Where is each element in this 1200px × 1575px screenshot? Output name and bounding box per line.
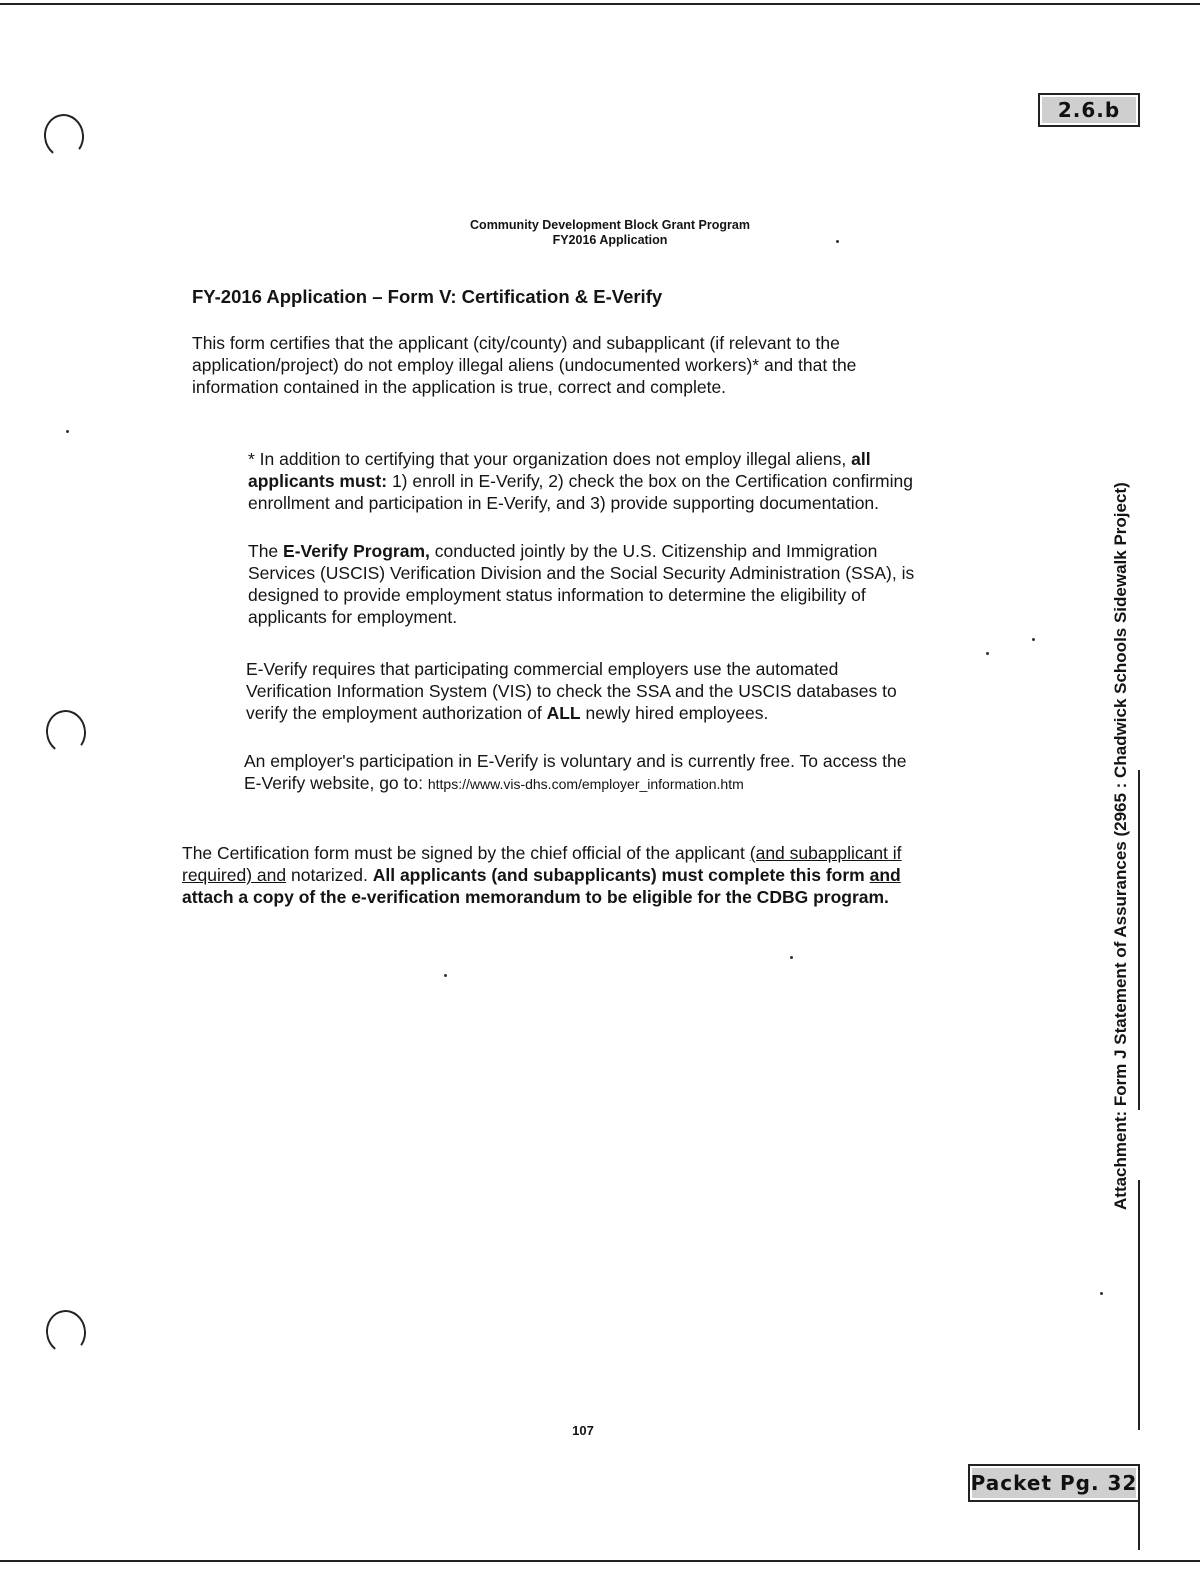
applicant-requirements-note — [248, 448, 913, 514]
scan-speck — [790, 956, 793, 959]
punch-hole-icon — [43, 1307, 89, 1356]
margin-line — [1138, 1500, 1140, 1550]
program-line: The E-Verify Program, conducted jointly by the U.S. Citizenship and Immigration — [248, 541, 878, 561]
participation-line: E-Verify website, go to: https://www.vis-dhs.com/employer_information.htm — [244, 773, 744, 793]
note-line: applicants must: 1) enroll in E-Verify, 2) check the box on the Certification confirming — [248, 471, 913, 491]
intro-line: information contained in the application is true, correct and complete. — [192, 377, 727, 397]
document-header — [410, 218, 810, 248]
requires-line: E-Verify requires that participating commercial employers use the automated — [246, 659, 839, 679]
item-stamp: 2.6.b — [1038, 93, 1140, 127]
closing-line: attach a copy of the e-verification memorandum to be eligible for the CDBG program. — [182, 887, 889, 907]
note-line: * In addition to certifying that your organization does not employ illegal aliens, all — [248, 449, 871, 469]
closing-line: The Certification form must be signed by the chief official of the applicant (and subapplicant if — [182, 843, 902, 863]
everify-requirements-paragraph — [246, 658, 897, 724]
closing-line: required) and notarized. All applicants (and subapplicants) must complete this form and — [182, 865, 901, 885]
punch-hole-icon — [41, 111, 87, 160]
side-attachment-label: Attachment: Form J Statement of Assurances (2965 : Chadwick Schools Sidewalk Project) — [1111, 482, 1130, 1210]
header-application: FY2016 Application — [552, 233, 668, 247]
punch-hole-icon — [43, 707, 89, 756]
page-number: 107 — [572, 1423, 594, 1438]
scan-speck — [66, 430, 69, 433]
participation-line: An employer's participation in E-Verify is voluntary and is currently free. To access the — [244, 751, 907, 771]
program-line: applicants for employment. — [248, 607, 458, 627]
scan-speck — [836, 240, 839, 243]
intro-paragraph — [192, 332, 856, 398]
intro-line: This form certifies that the applicant (city/county) and subapplicant (if relevant to the — [192, 333, 840, 353]
packet-page-stamp: Packet Pg. 32 — [968, 1464, 1140, 1502]
requires-line: verify the employment authorization of ALL newly hired employees. — [246, 703, 769, 723]
header-program: Community Development Block Grant Program — [470, 218, 750, 232]
scan-speck — [1032, 638, 1035, 641]
requires-line: Verification Information System (VIS) to check the SSA and the USCIS databases to — [246, 681, 897, 701]
program-line: Services (USCIS) Verification Division and the Social Security Administration (SSA), is — [248, 563, 915, 583]
closing-paragraph — [182, 842, 902, 908]
page-top-edge — [0, 3, 1200, 5]
note-line: enrollment and participation in E-Verify, and 3) provide supporting documentation. — [248, 493, 880, 513]
everify-website-url: https://www.vis-dhs.com/employer_information.htm — [427, 776, 744, 792]
intro-line: application/project) do not employ illegal aliens (undocumented workers)* and that the — [192, 355, 857, 375]
scan-speck — [444, 974, 447, 977]
scan-speck — [1100, 1292, 1103, 1295]
scan-speck — [986, 652, 989, 655]
everify-program-paragraph — [248, 540, 914, 628]
program-line: designed to provide employment status information to determine the eligibility of — [248, 585, 866, 605]
margin-line — [1138, 1180, 1140, 1430]
form-title: FY-2016 Application – Form V: Certification & E-Verify — [192, 286, 663, 307]
margin-line — [1138, 770, 1140, 1110]
page-bottom-edge — [0, 1560, 1200, 1562]
participation-paragraph — [244, 750, 907, 795]
